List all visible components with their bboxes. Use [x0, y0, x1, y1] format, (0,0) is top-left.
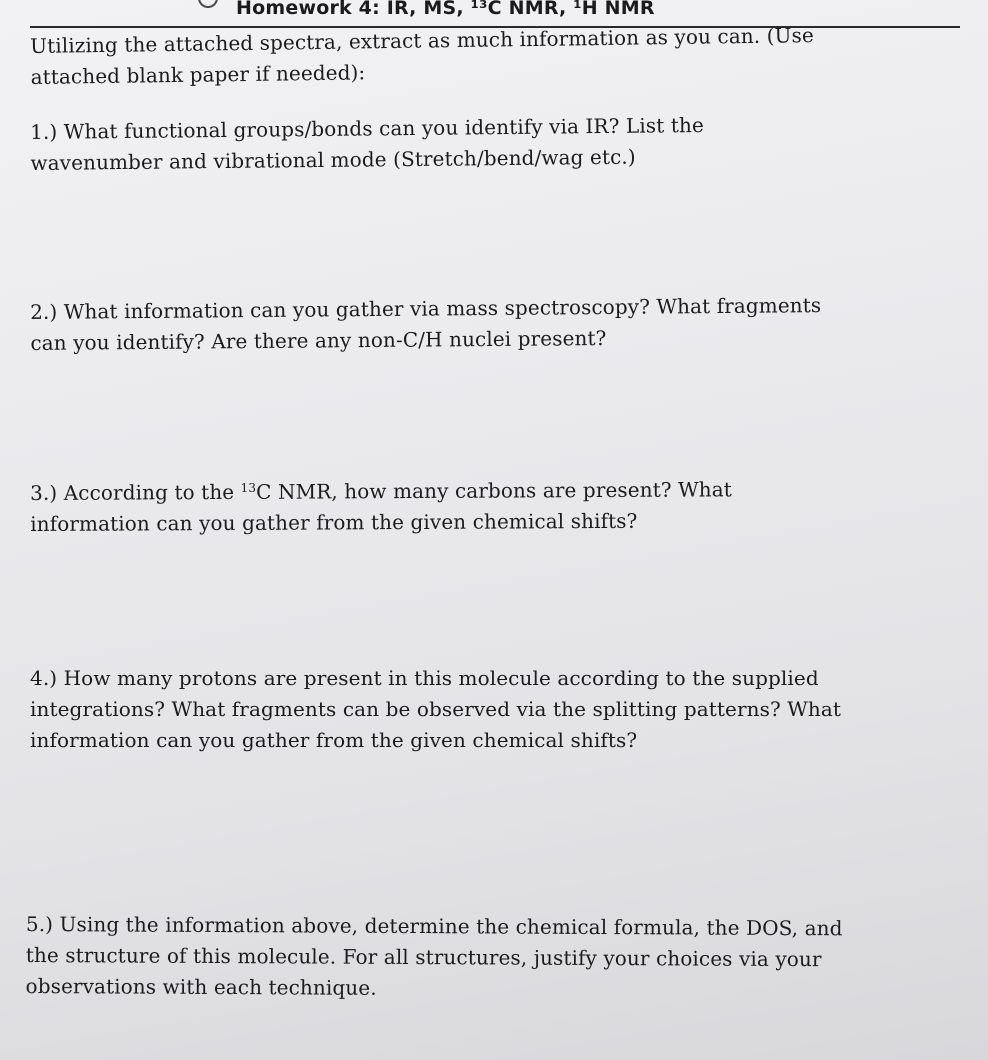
circle-mark-icon — [198, 0, 218, 8]
question-1 — [30, 110, 704, 179]
page-title: Homework 4: IR, MS, ¹³C NMR, ¹H NMR — [236, 0, 655, 19]
isotope-superscript: 13 — [240, 480, 257, 495]
question-3 — [30, 474, 732, 540]
question-1-line-1: 1.) What functional groups/bonds can you identify via IR? List the — [30, 112, 704, 144]
question-3-line-1-end: C NMR, how many carbons are present? What — [256, 477, 732, 504]
question-2-line-2: can you identify? Are there any non-C/H nuclei present? — [30, 325, 607, 355]
question-5-line-3: observations with each technique. — [25, 973, 377, 1000]
question-5 — [26, 909, 843, 1006]
instructions — [30, 20, 814, 93]
instructions-line-2: attached blank paper if needed): — [30, 60, 366, 89]
question-4-line-3: information can you gather from the given chemical shifts? — [30, 728, 638, 752]
question-4 — [30, 663, 841, 756]
question-5-line-2: the structure of this molecule. For all structures, justify your choices via your — [25, 942, 822, 972]
question-4-line-1: 4.) How many protons are present in this molecule according to the supplied — [30, 666, 819, 690]
question-2 — [30, 290, 822, 359]
question-2-line-1: 2.) What information can you gather via mass spectroscopy? What fragments — [30, 293, 822, 324]
question-3-line-1-start: 3.) According to the — [30, 479, 241, 505]
question-4-line-2: integrations? What fragments can be observed via the splitting patterns? What — [30, 697, 842, 721]
instructions-line-1: Utilizing the attached spectra, extract as much information as you can. (Use — [30, 23, 814, 58]
question-3-line-1 — [30, 474, 732, 509]
question-3-line-2: information can you gather from the given chemical shifts? — [30, 508, 638, 536]
question-1-line-2: wavenumber and vibrational mode (Stretch/bend/wag etc.) — [30, 144, 636, 175]
question-5-line-1: 5.) Using the information above, determine the chemical formula, the DOS, and — [25, 911, 843, 941]
